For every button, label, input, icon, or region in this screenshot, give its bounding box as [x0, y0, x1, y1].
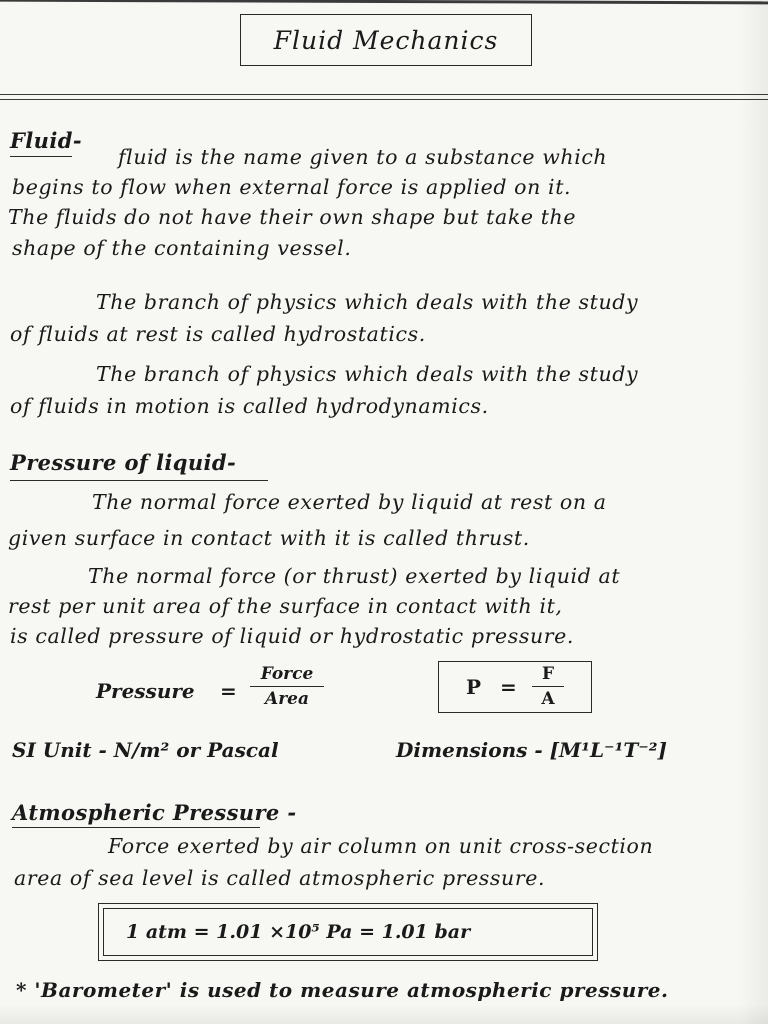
atm-equation: 1 atm = 1.01 ×10⁵ Pa = 1.01 bar — [126, 921, 471, 943]
dimensions: Dimensions - [M¹L⁻¹T⁻²] — [396, 738, 667, 762]
si-unit: SI Unit - N/m² or Pascal — [12, 738, 279, 762]
boxed-formula-equals: = — [500, 675, 517, 699]
hydrodynamics-line-1: The branch of physics which deals with the study — [96, 362, 639, 386]
fluid-heading-underline — [10, 156, 72, 157]
boxed-formula-fraction — [532, 664, 564, 709]
top-edge-line — [0, 0, 768, 4]
thrust-line-1: The normal force exerted by liquid at rest on a — [92, 490, 607, 514]
hydrodynamics-line-2: of fluids in motion is called hydrodynamics. — [10, 394, 489, 418]
header-rule-1 — [0, 94, 768, 95]
formula-numerator: Force — [260, 664, 314, 684]
barometer-note: * 'Barometer' is used to measure atmospheric pressure. — [16, 978, 669, 1002]
atmospheric-heading-underline — [12, 827, 260, 828]
fluid-line-4: shape of the containing vessel. — [12, 236, 352, 260]
fraction-bar — [250, 686, 324, 687]
atmospheric-line-2: area of sea level is called atmospheric pressure. — [14, 866, 546, 890]
atmospheric-heading: Atmospheric Pressure - — [12, 800, 297, 825]
boxed-formula-lhs: P — [466, 675, 482, 699]
formula-denominator: Area — [265, 689, 309, 709]
formula-fraction — [250, 664, 324, 709]
pressure-def-line-3: is called pressure of liquid or hydrostatic pressure. — [10, 624, 575, 648]
page-title: Fluid Mechanics — [273, 25, 499, 55]
fluid-line-2: begins to flow when external force is applied on it. — [12, 175, 572, 199]
thrust-line-2: given surface in contact with it is called thrust. — [8, 526, 530, 550]
fluid-heading: Fluid- — [10, 128, 82, 153]
hydrostatics-line-2: of fluids at rest is called hydrostatics. — [10, 322, 426, 346]
page-shadow-right — [738, 0, 768, 1024]
boxed-fraction-bar — [532, 686, 564, 687]
hydrostatics-line-1: The branch of physics which deals with the study — [96, 290, 639, 314]
page-shadow-bottom — [0, 1004, 768, 1024]
pressure-def-line-1: The normal force (or thrust) exerted by liquid at — [88, 564, 621, 588]
formula-equals: = — [220, 679, 237, 703]
pressure-def-line-2: rest per unit area of the surface in contact with it, — [8, 594, 563, 618]
pressure-heading: Pressure of liquid- — [10, 450, 237, 475]
title-box — [240, 14, 532, 66]
header-rule-2 — [0, 99, 768, 100]
fluid-line-3: The fluids do not have their own shape but take the — [8, 205, 577, 229]
formula-lhs: Pressure — [96, 679, 195, 703]
boxed-formula-denominator: A — [541, 689, 555, 709]
atmospheric-line-1: Force exerted by air column on unit cross-section — [108, 834, 654, 858]
boxed-formula-numerator: F — [541, 664, 555, 684]
pressure-heading-underline — [10, 480, 268, 481]
fluid-line-1: fluid is the name given to a substance which — [118, 145, 608, 169]
